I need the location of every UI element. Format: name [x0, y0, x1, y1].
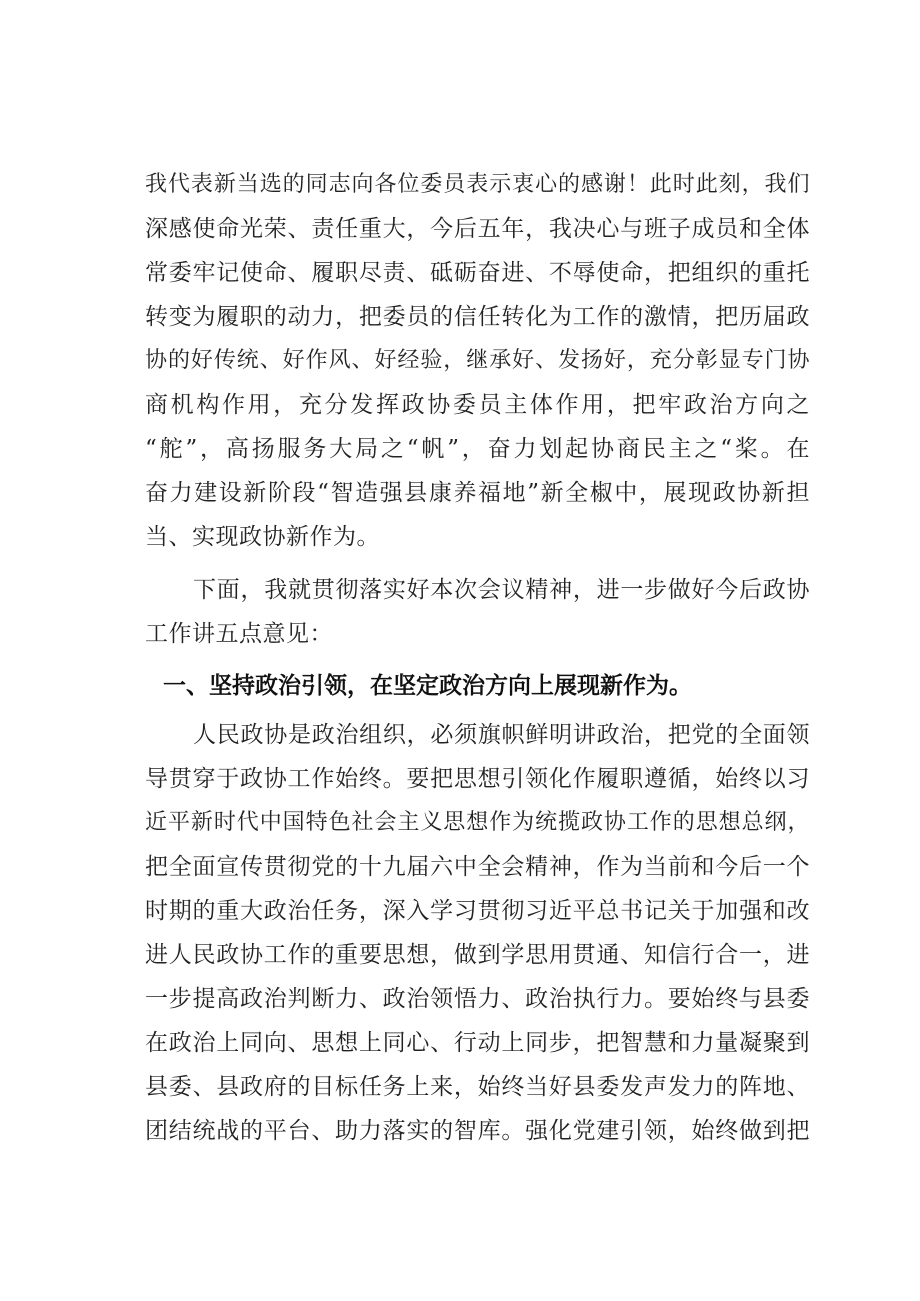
text-line: 进人民政协工作的重要思想，做到学思用贯通、知信行合一，进	[145, 942, 810, 968]
paragraph-gap	[145, 559, 810, 568]
text-line: 在政治上同向、思想上同心、行动上同步，把智慧和力量凝聚到	[145, 1030, 810, 1056]
text-line: 时期的重大政治任务，深入学习贯彻习近平总书记关于加强和改	[145, 898, 810, 924]
text-line: 常委牢记使命、履职尽责、砥砺奋进、不辱使命，把组织的重托	[145, 260, 810, 286]
section-heading: 一、坚持政治引领，在坚定政治方向上展现新作为。	[163, 673, 692, 699]
paragraph-2	[145, 568, 810, 656]
text-line: 转变为履职的动力，把委员的信任转化为工作的激情，把历届政	[145, 304, 810, 330]
text-line: 协的好传统、好作风、好经验，继承好、发扬好，充分彰显专门协	[145, 348, 810, 373]
text-line: 下面，我就贯彻落实好本次会议精神，进一步做好今后政协	[193, 577, 810, 603]
text-line: 当、实现政协新作为。	[145, 524, 380, 550]
text-line: 导贯穿于政协工作始终。要把思想引领化作履职遵循，始终以习	[145, 766, 810, 792]
text-line: 商机构作用，充分发挥政协委员主体作用，把牢政治方向之	[145, 392, 810, 418]
paragraph-3	[145, 713, 810, 1153]
text-line: 深感使命光荣、责任重大，今后五年，我决心与班子成员和全体	[145, 216, 810, 242]
paragraph-1	[145, 163, 810, 559]
text-line: 团结统战的平台、助力落实的智库。强化党建引领，始终做到把	[145, 1118, 810, 1144]
text-line: 我代表新当选的同志向各位委员表示衷心的感谢！此时此刻，我们	[145, 172, 810, 197]
text-line: 工作讲五点意见：	[145, 621, 333, 647]
document-body	[145, 163, 810, 1153]
text-line: 近平新时代中国特色社会主义思想作为统揽政协工作的思想总纲，	[145, 810, 810, 835]
text-line: 把全面宣传贯彻党的十九届六中全会精神，作为当前和今后一个	[145, 854, 810, 880]
text-line: 人民政协是政治组织，必须旗帜鲜明讲政治，把党的全面领	[193, 722, 810, 748]
text-line: 县委、县政府的目标任务上来，始终当好县委发声发力的阵地、	[145, 1074, 810, 1100]
text-line: “舵”，高扬服务大局之“帆”，奋力划起协商民主之“桨。在	[145, 436, 810, 462]
text-line: 一步提高政治判断力、政治领悟力、政治执行力。要始终与县委	[145, 986, 810, 1012]
text-line: 奋力建设新阶段“智造强县康养福地”新全椒中，展现政协新担	[145, 480, 810, 506]
